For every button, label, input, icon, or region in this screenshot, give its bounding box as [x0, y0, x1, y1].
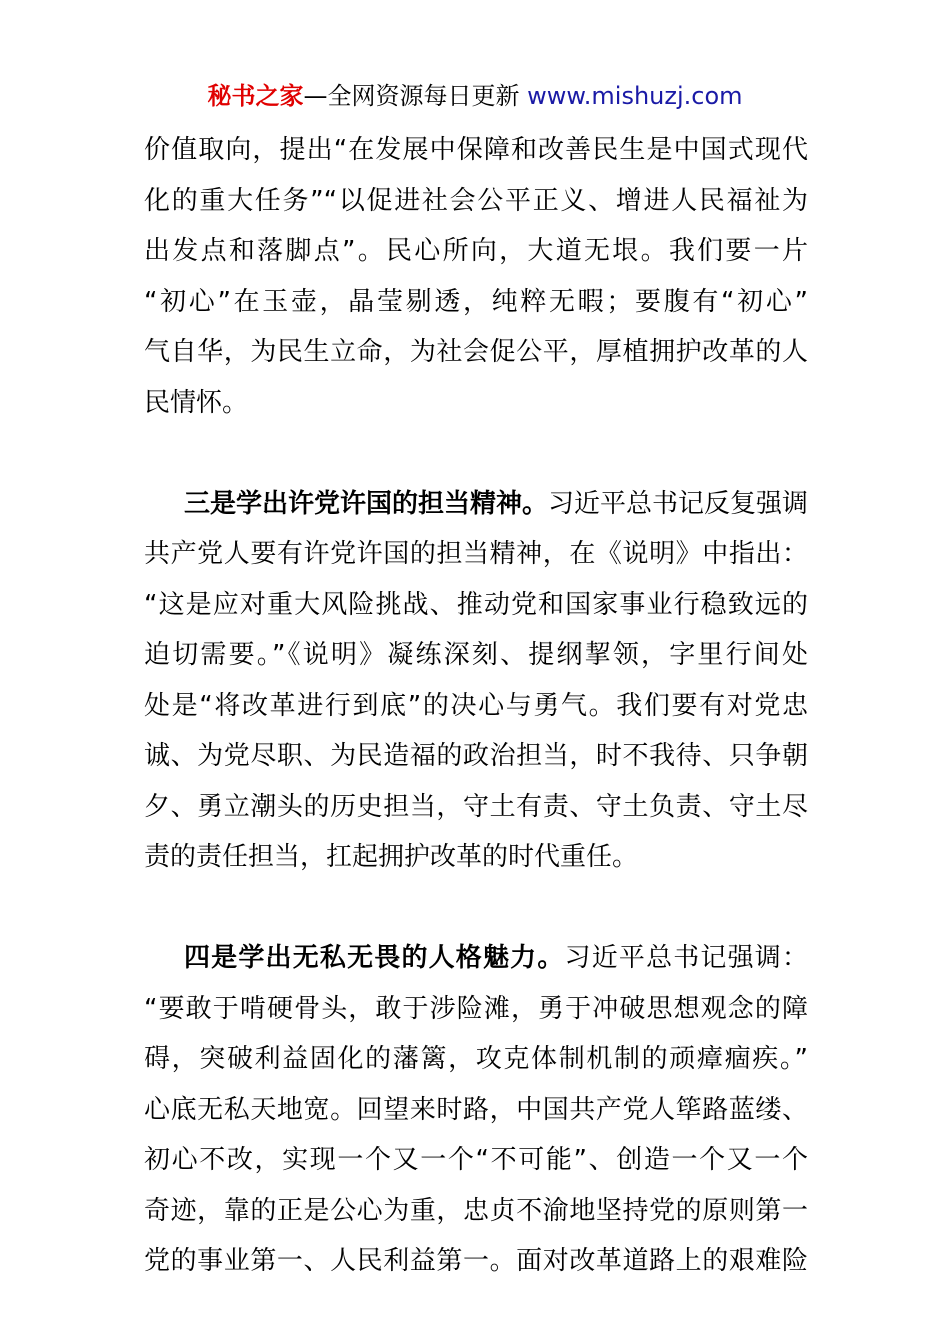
text-line: 迫切需要。”《说明》凝练深刻、提纲挈领，字里行间处 [144, 640, 808, 670]
text-line: 化的重大任务”“以促进社会公平正义、增进人民福祉为 [144, 185, 808, 216]
paragraph-2 [144, 479, 808, 883]
text-line [144, 479, 808, 530]
text-line: 共产党人要有许党许国的担当精神，在《说明》中指出： [144, 539, 808, 569]
text-line: 处是“将改革进行到底”的决心与勇气。我们要有对党忠 [144, 690, 808, 721]
text-line: 党的事业第一、人民利益第一。面对改革道路上的艰难险 [144, 1246, 808, 1276]
text-line: 气自华，为民生立命，为社会促公平，厚植拥护改革的人 [144, 337, 808, 367]
text-line: 出发点和落脚点”。民心所向，大道无垠。我们要一片 [144, 236, 808, 266]
text-line: 民情怀。 [144, 387, 249, 418]
section-heading: 四是学出无私无畏的人格魅力。 [184, 943, 565, 973]
text-line: “这是应对重大风险挑战、推动党和国家事业行稳致远的 [144, 589, 808, 620]
text-line: 责的责任担当，扛起拥护改革的时代重任。 [144, 842, 639, 872]
text-run: 习近平总书记反复强调 [548, 488, 809, 519]
text-line: “要敢于啃硬骨头，敢于涉险滩，勇于冲破思想观念的障 [144, 993, 808, 1024]
text-line: “初心”在玉壶，晶莹剔透，纯粹无暇；要腹有“初心” [144, 286, 808, 317]
text-line: 初心不改，实现一个又一个“不可能”、创造一个又一个 [144, 1145, 808, 1175]
site-brand: 秘书之家 [207, 82, 304, 110]
text-run: 习近平总书记强调： [564, 943, 808, 973]
site-tagline: —全网资源每日更新 [303, 82, 520, 110]
site-url-link[interactable]: www.mishuzj.com [527, 82, 743, 110]
text-line [144, 933, 808, 984]
text-line: 碍，突破利益固化的藩篱，攻克体制机制的顽瘴痼疾。” [144, 1044, 808, 1074]
text-line: 价值取向，提出“在发展中保障和改善民生是中国式现代 [144, 135, 808, 165]
section-heading: 三是学出许党许国的担当精神。 [184, 488, 549, 519]
paragraph-3 [144, 933, 808, 1287]
site-header [0, 80, 950, 112]
document-body [144, 125, 808, 1287]
paragraph-gap [144, 883, 808, 934]
text-line: 夕、勇立潮头的历史担当，守土有责、守土负责、守土尽 [144, 791, 808, 822]
paragraph-1 [144, 125, 808, 428]
text-line: 诚、为党尽职、为民造福的政治担当，时不我待、只争朝 [144, 741, 808, 771]
paragraph-gap [144, 428, 808, 479]
text-line: 奇迹，靠的正是公心为重，忠贞不渝地坚持党的原则第一 [144, 1195, 808, 1226]
text-line: 心底无私天地宽。回望来时路，中国共产党人筚路蓝缕、 [144, 1094, 808, 1125]
